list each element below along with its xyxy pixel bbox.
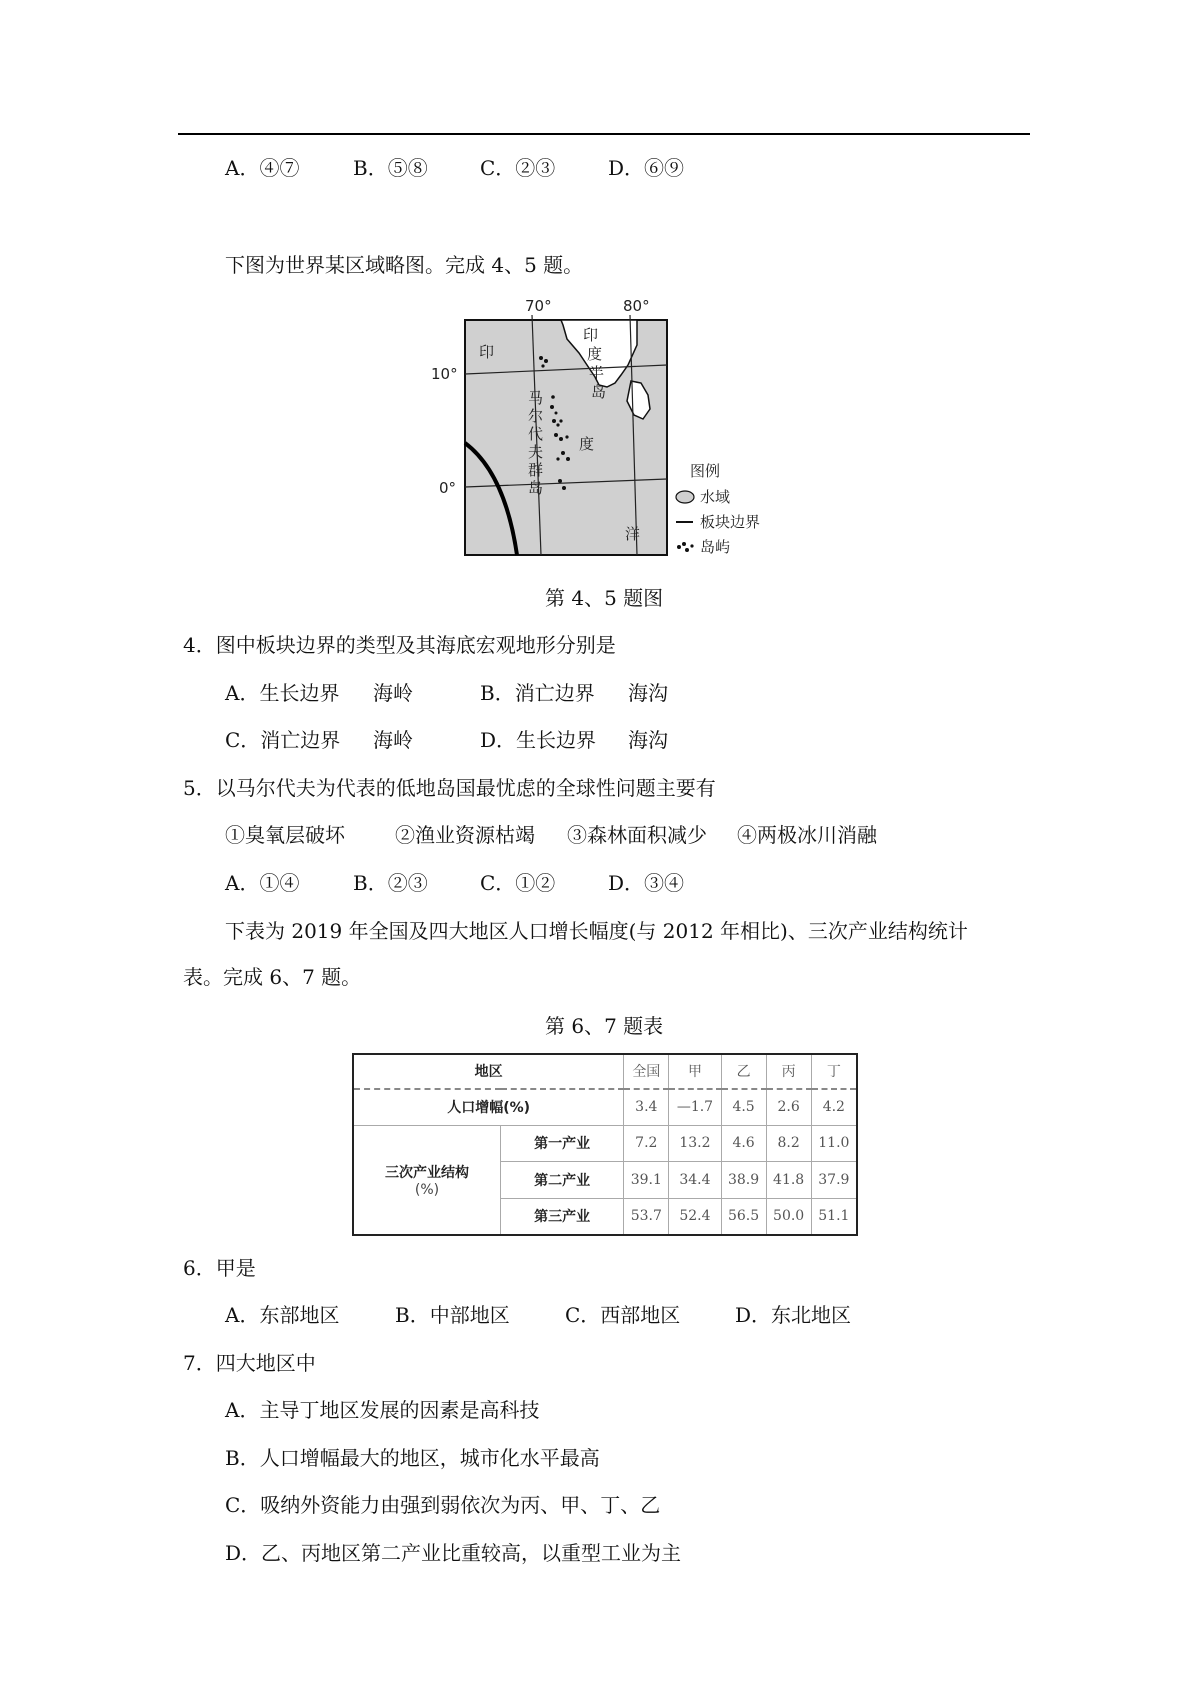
label-maldives-4: 夫 [528, 443, 544, 461]
th-yi: 乙 [721, 1054, 766, 1089]
prev-option-a: A．④⑦ [225, 156, 300, 180]
prev-option-b: B．⑤⑧ [353, 156, 428, 180]
secondary-jia: 34.4 [669, 1162, 721, 1199]
q6-option-a: A．东部地区 [225, 1303, 340, 1327]
row-label-industry [353, 1125, 501, 1235]
secondary-label: 第二产业 [501, 1162, 624, 1199]
q6-stem: 6．甲是 [183, 1256, 256, 1280]
tertiary-label: 第三产业 [501, 1198, 624, 1235]
legend-boundary-label: 板块边界 [700, 513, 761, 531]
q4-option-c-terrain: 海岭 [373, 728, 413, 752]
legend-water-swatch [676, 491, 694, 503]
tertiary-national: 53.7 [624, 1198, 669, 1235]
primary-label: 第一产业 [501, 1125, 624, 1162]
primary-jia: 13.2 [669, 1125, 721, 1162]
q5-option-a: A．①④ [225, 871, 300, 895]
q5-option-c: C．①② [480, 871, 556, 895]
pop-bing: 2.6 [766, 1089, 811, 1126]
intro-6-7-line1: 下表为 2019 年全国及四大地区人口增长幅度(与 2012 年相比)、三次产业结构统计 [225, 919, 968, 943]
region-map [415, 295, 795, 570]
q7-stem: 7．四大地区中 [183, 1351, 316, 1375]
q5-option-b: B．②③ [353, 871, 428, 895]
q5-option-d: D．③④ [608, 871, 685, 895]
header-rule [178, 133, 1030, 135]
industry-label: 三次产业结构 [385, 1164, 469, 1181]
table-header-row [353, 1054, 857, 1089]
intro-6-7-line2: 表。完成 6、7 题。 [183, 965, 362, 989]
row-label-population: 人口增幅(%) [353, 1089, 624, 1126]
th-national: 全国 [624, 1054, 669, 1089]
legend-title: 图例 [690, 462, 721, 480]
label-india-3: 半 [589, 364, 605, 382]
q4-option-a-terrain: 海岭 [373, 681, 413, 705]
th-region: 地区 [353, 1054, 624, 1089]
tertiary-yi: 56.5 [721, 1198, 766, 1235]
lat-label-0: 0° [439, 479, 457, 497]
secondary-yi: 38.9 [721, 1162, 766, 1199]
label-maldives-6: 岛 [528, 479, 544, 497]
primary-bing: 8.2 [766, 1125, 811, 1162]
q4-option-d: D．生长边界 [480, 728, 597, 752]
tertiary-ding: 51.1 [811, 1198, 857, 1235]
q7-option-c: C．吸纳外资能力由强到弱依次为丙、甲、丁、乙 [225, 1493, 661, 1517]
q6-option-d: D．东北地区 [735, 1303, 852, 1327]
q4-option-a: A．生长边界 [225, 681, 340, 705]
lat-label-10: 10° [431, 365, 458, 383]
label-ocean-3: 洋 [625, 525, 641, 543]
prev-option-c: C．②③ [480, 156, 556, 180]
label-ocean-1: 印 [479, 343, 495, 361]
th-ding: 丁 [811, 1054, 857, 1089]
q4-option-d-terrain: 海沟 [628, 728, 668, 752]
label-india-1: 印 [583, 326, 599, 344]
label-maldives-5: 群 [528, 461, 544, 479]
tertiary-jia: 52.4 [669, 1198, 721, 1235]
legend-island-swatch [677, 542, 694, 552]
pop-jia: —1.7 [669, 1089, 721, 1126]
map-caption: 第 4、5 题图 [545, 586, 664, 610]
q7-option-a: A．主导丁地区发展的因素是高科技 [225, 1398, 540, 1422]
q5-item-3: ③森林面积减少 [567, 823, 707, 847]
secondary-bing: 41.8 [766, 1162, 811, 1199]
label-maldives-2: 尔 [528, 407, 544, 425]
lon-label-70: 70° [525, 297, 552, 315]
q5-stem: 5．以马尔代夫为代表的低地岛国最忧虑的全球性问题主要有 [183, 776, 716, 800]
table-row-primary [353, 1125, 857, 1162]
q6-option-b: B．中部地区 [395, 1303, 510, 1327]
label-india-4: 岛 [591, 383, 607, 401]
label-maldives-3: 代 [528, 425, 544, 443]
th-jia: 甲 [669, 1054, 721, 1089]
intro-4-5: 下图为世界某区域略图。完成 4、5 题。 [225, 253, 584, 277]
lon-label-80: 80° [623, 297, 650, 315]
industry-unit: (%) [414, 1181, 440, 1198]
primary-yi: 4.6 [721, 1125, 766, 1162]
q7-option-d: D．乙、丙地区第二产业比重较高，以重型工业为主 [225, 1541, 682, 1565]
primary-ding: 11.0 [811, 1125, 857, 1162]
legend-island-label: 岛屿 [700, 538, 731, 556]
q4-stem: 4．图中板块边界的类型及其海底宏观地形分别是 [183, 633, 616, 657]
prev-option-d: D．⑥⑨ [608, 156, 685, 180]
q7-option-b: B．人口增幅最大的地区，城市化水平最高 [225, 1446, 600, 1470]
primary-national: 7.2 [624, 1125, 669, 1162]
table-row-population [353, 1089, 857, 1126]
pop-ding: 4.2 [811, 1089, 857, 1126]
secondary-national: 39.1 [624, 1162, 669, 1199]
legend-water-label: 水域 [700, 488, 731, 506]
label-india-2: 度 [587, 345, 603, 363]
tertiary-bing: 50.0 [766, 1198, 811, 1235]
stats-table [352, 1053, 858, 1236]
table-caption: 第 6、7 题表 [545, 1014, 664, 1038]
th-bing: 丙 [766, 1054, 811, 1089]
q5-item-2: ②渔业资源枯竭 [395, 823, 535, 847]
q4-option-c: C．消亡边界 [225, 728, 341, 752]
map-legend [676, 462, 760, 556]
label-maldives-1: 马 [528, 389, 544, 407]
secondary-ding: 37.9 [811, 1162, 857, 1199]
q5-item-1: ①臭氧层破坏 [225, 823, 345, 847]
q6-option-c: C．西部地区 [565, 1303, 681, 1327]
q4-option-b-terrain: 海沟 [628, 681, 668, 705]
label-ocean-2: 度 [579, 435, 595, 453]
q4-option-b: B．消亡边界 [480, 681, 595, 705]
q5-item-4: ④两极冰川消融 [737, 823, 877, 847]
pop-national: 3.4 [624, 1089, 669, 1126]
pop-yi: 4.5 [721, 1089, 766, 1126]
